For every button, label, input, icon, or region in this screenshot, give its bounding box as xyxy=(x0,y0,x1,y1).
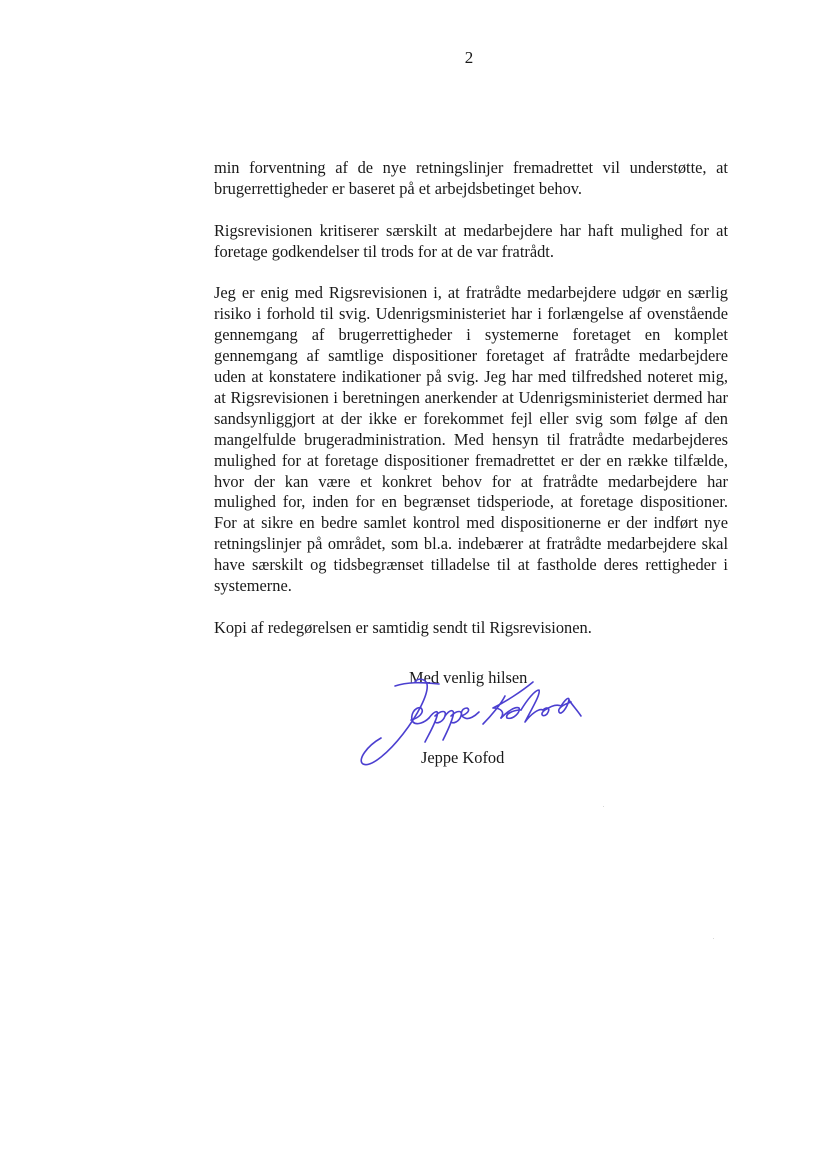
scan-speck xyxy=(603,806,604,807)
scan-speck xyxy=(713,938,714,939)
letter-body xyxy=(214,158,728,660)
paragraph-1: min forventning af de nye retningslinjer fremadrettet vil understøtte, at brugerrettigheder er baseret på et arbejdsbetinget behov. xyxy=(214,158,728,198)
paragraph-2: Rigsrevisionen kritiserer særskilt at medarbejdere har haft mulighed for at foretage godkendelser til trods for at de var fratrådt. xyxy=(214,220,728,261)
closing-salutation: Med venlig hilsen xyxy=(409,668,528,687)
paragraph-4: Kopi af redegørelsen er samtidig sendt til Rigsrevisionen. xyxy=(214,617,592,637)
page-number: 2 xyxy=(464,48,474,67)
signer-name: Jeppe Kofod xyxy=(421,748,505,767)
paragraph-3: Jeg er enig med Rigsrevisionen i, at fratrådte medarbejdere udgør en særlig risiko i forhold til svig. Udenrigsministeriet har i forlængelse af ovenstående gennemgang af brugerrettigheder i systemerne foretaget en komplet gennemgang af samtlige dispositioner foretaget af fratrådte medarbejdere uden at konstatere indikationer på svig. Jeg har med tilfredshed noteret mig, at Rigsrevisionen i beretningen anerkender at Udenrigsministeriet dermed har sandsynliggjort at der ikke er forekommet fejl eller svig som følge af den mangelfulde brugeradministration. Med hensyn til fratrådte medarbejderes mulighed for at foretage dispositioner fremadrettet er der en række tilfælde, hvor der kan være et konkret behov for at fratrådte medarbejdere har mulighed for, inden for en begrænset tidsperiode, at foretage dispositioner. For at sikre en bedre samlet kontrol med dispositionerne er der indført nye retningslinjer på området, som bl.a. indebærer at fratrådte medarbejdere skal have særskilt og tidsbegrænset tilladelse til at fastholde deres rettigheder i systemerne. xyxy=(214,283,728,596)
